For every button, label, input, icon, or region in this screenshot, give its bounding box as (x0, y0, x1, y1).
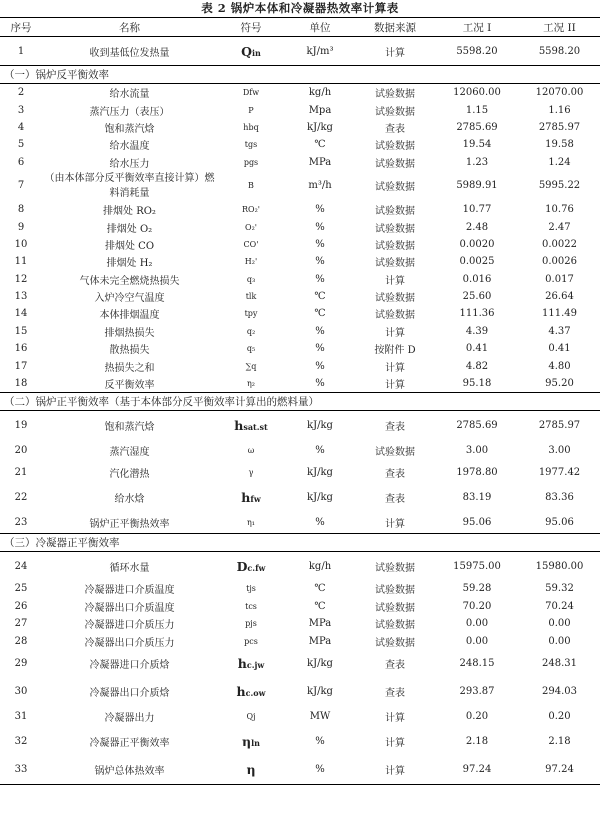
row-symbol: tjs (246, 584, 256, 594)
row-no: 11 (14, 256, 28, 268)
row-case1: 12060.00 (453, 87, 501, 99)
row-case1: 95.18 (462, 378, 492, 390)
row-name: 反平衡效率 (104, 380, 155, 392)
table-row (0, 552, 600, 581)
row-unit: % (315, 238, 325, 250)
row-case1: 5598.20 (456, 45, 498, 57)
section-title: （三）冷凝器正平衡效率 (0, 534, 600, 552)
header-unit: 单位 (285, 18, 355, 37)
row-source: 查表 (385, 421, 405, 433)
row-case2: 0.0022 (542, 238, 577, 250)
row-no: 17 (14, 360, 28, 372)
row-case1: 1.15 (465, 104, 489, 116)
row-case2: 83.36 (545, 491, 574, 503)
row-case1: 2.18 (465, 736, 489, 748)
row-case2: 0.41 (548, 343, 571, 355)
table-row (0, 461, 600, 483)
row-name: 排烟处 CO (104, 240, 155, 252)
row-case2: 2785.97 (538, 121, 581, 133)
row-case1: 97.24 (435, 756, 519, 785)
table-row (0, 678, 600, 706)
table-row (0, 598, 600, 615)
row-unit: ℃ (314, 583, 326, 595)
table-title: 表 2 锅炉本体和冷凝器热效率计算表 (201, 1, 399, 15)
table-row (0, 323, 600, 340)
row-case1: 4.39 (465, 325, 489, 337)
table-row (0, 84, 600, 102)
table-row (0, 37, 600, 66)
row-case2: 5598.20 (538, 45, 581, 57)
row-case1: 1978.80 (456, 466, 498, 478)
row-case2: 12070.00 (535, 87, 584, 99)
row-unit: % (315, 360, 325, 372)
row-source: 试验数据 (375, 89, 415, 101)
row-symbol: hsat.st (234, 417, 268, 433)
row-case1: 111.36 (459, 308, 495, 320)
row-case2: 0.00 (548, 635, 571, 647)
row-source: 按附件 D (374, 345, 416, 357)
row-case2: 5995.22 (538, 180, 581, 192)
row-case2: 95.06 (545, 516, 574, 528)
row-name: 排烟热损失 (104, 327, 155, 339)
efficiency-table (0, 17, 600, 785)
row-source: 试验数据 (375, 446, 415, 458)
row-source: 计算 (385, 713, 405, 725)
row-no: 23 (14, 516, 28, 528)
row-source: 试验数据 (375, 637, 415, 649)
row-no: 21 (14, 466, 28, 478)
row-unit: % (315, 273, 325, 285)
row-case2: 4.37 (548, 325, 571, 337)
row-case1: 70.20 (462, 600, 492, 612)
row-case2: 2785.97 (538, 419, 581, 431)
row-no: 10 (14, 238, 28, 250)
row-case2: 15980.00 (535, 560, 584, 572)
row-source: 试验数据 (375, 585, 415, 597)
row-case1: 0.0020 (459, 238, 495, 250)
row-no: 26 (14, 600, 28, 612)
row-source: 计算 (385, 327, 405, 339)
row-symbol: q₅ (246, 344, 256, 354)
row-unit: % (315, 221, 325, 233)
table-row (0, 201, 600, 218)
row-name: 排烟处 O₂ (106, 223, 153, 235)
row-no: 3 (17, 104, 25, 116)
row-symbol: CO' (243, 239, 259, 249)
header-name: 名称 (42, 18, 217, 37)
row-symbol: hc.jw (237, 656, 265, 672)
row-case1: 3.00 (465, 444, 489, 456)
row-case2: 111.49 (542, 308, 577, 320)
row-unit: kg/h (308, 560, 332, 572)
table-row (0, 439, 600, 461)
row-case1: 0.0025 (459, 256, 495, 268)
table-row (0, 305, 600, 322)
row-case2: 10.76 (545, 204, 574, 216)
row-symbol: Dfw (242, 88, 260, 98)
row-symbol: pgs (243, 157, 259, 167)
row-symbol: tlk (245, 292, 257, 302)
row-source: 试验数据 (375, 106, 415, 118)
row-name: 冷凝器进口介质温度 (84, 585, 175, 597)
row-case2: 248.31 (542, 658, 577, 670)
row-unit: MPa (308, 635, 332, 647)
row-case2: 95.20 (545, 378, 574, 390)
row-source: 试验数据 (375, 562, 415, 574)
table-row (0, 650, 600, 678)
row-symbol: η₁ (247, 517, 255, 527)
row-case2: 0.20 (548, 711, 571, 723)
row-case2: 59.32 (545, 583, 574, 595)
row-source: 试验数据 (375, 293, 415, 305)
table-row (0, 511, 600, 534)
row-name: 收到基低位发热量 (89, 47, 170, 59)
table-row (0, 580, 600, 597)
row-name: 本体排烟温度 (99, 310, 160, 322)
row-case2: 2.18 (548, 736, 571, 748)
row-name: 锅炉正平衡热效率 (89, 518, 170, 530)
row-no: 32 (14, 736, 28, 748)
row-no: 27 (14, 618, 28, 630)
row-case2: 0.017 (545, 273, 574, 285)
table-row (0, 756, 600, 785)
table-row (0, 632, 600, 649)
row-case1: 5989.91 (456, 180, 498, 192)
row-no: 4 (17, 121, 25, 133)
row-no: 14 (14, 308, 28, 320)
row-symbol: tcs (245, 601, 257, 611)
section-header (0, 66, 600, 84)
row-case2: 294.03 (542, 686, 577, 698)
row-source: 查表 (385, 660, 405, 672)
row-symbol: η₂ (247, 379, 255, 389)
row-case2: 0.00 (548, 618, 571, 630)
section-header (0, 534, 600, 552)
row-unit: % (315, 378, 325, 390)
row-no: 30 (14, 686, 28, 698)
row-name: 热损失之和 (104, 362, 155, 374)
row-symbol: hbq (243, 122, 259, 132)
row-name: 蒸汽湿度 (109, 446, 150, 458)
table-row (0, 340, 600, 357)
section-header (0, 393, 600, 411)
row-name: 入炉冷空气温度 (94, 293, 165, 305)
header-row (0, 18, 600, 37)
row-case1: 0.41 (465, 343, 489, 355)
row-name: 蒸汽压力（表压） (89, 106, 170, 118)
row-name: 给水压力 (109, 158, 150, 170)
row-name: 排烟处 RO₂ (103, 206, 156, 218)
row-case2: 2.47 (548, 221, 571, 233)
table-row (0, 706, 600, 728)
row-case1: 25.60 (462, 291, 492, 303)
row-symbol: Qj (246, 712, 256, 722)
row-source: 查表 (385, 688, 405, 700)
row-no: 24 (14, 560, 28, 572)
row-unit: Mpa (308, 104, 332, 116)
table-row (0, 288, 600, 305)
table-row (0, 271, 600, 288)
row-case2: 26.64 (545, 291, 574, 303)
row-unit: kJ/kg (307, 466, 333, 478)
row-name: 冷凝器出口介质焓 (89, 688, 170, 700)
row-unit: % (315, 204, 325, 216)
row-symbol: tpy (244, 309, 258, 319)
row-name: 冷凝器出口介质压力 (84, 637, 175, 649)
row-source: 查表 (385, 493, 405, 505)
row-source: 试验数据 (375, 240, 415, 252)
row-no: 25 (14, 583, 28, 595)
table-row (0, 375, 600, 393)
row-symbol: ηln (242, 734, 260, 750)
row-no: 31 (14, 711, 28, 723)
table-row (0, 236, 600, 253)
row-source: 查表 (385, 123, 405, 135)
row-name: 给水流量 (109, 89, 150, 101)
row-unit: % (315, 736, 325, 748)
row-no: 13 (14, 291, 28, 303)
row-name: 冷凝器出力 (104, 713, 155, 725)
row-source: 试验数据 (375, 602, 415, 614)
row-unit: kg/h (308, 87, 332, 99)
row-no: 15 (14, 325, 28, 337)
row-name: 汽化潜热 (109, 468, 150, 480)
row-no: 9 (17, 221, 25, 233)
row-source: 查表 (385, 468, 405, 480)
row-name: 给水温度 (109, 141, 150, 153)
row-no: 19 (14, 419, 28, 431)
row-case1: 4.82 (465, 360, 489, 372)
table-row (0, 119, 600, 136)
row-no: 1 (17, 45, 25, 57)
row-unit: MPa (308, 156, 332, 168)
row-unit: kJ/kg (307, 419, 333, 431)
row-case2: 1.24 (548, 156, 571, 168)
row-symbol: RO₂' (242, 205, 260, 215)
row-name: 锅炉总体热效率 (42, 756, 217, 785)
row-unit: kJ/m³ (306, 45, 334, 57)
row-unit: MW (309, 711, 331, 723)
row-name: 冷凝器进口介质焓 (89, 660, 170, 672)
row-case2: 19.58 (545, 139, 574, 151)
header-case1: 工况 I (435, 18, 519, 37)
row-unit: ℃ (314, 600, 326, 612)
row-case2: 70.24 (545, 600, 574, 612)
row-case1: 59.28 (462, 583, 492, 595)
row-source: 计算 (385, 275, 405, 287)
row-symbol: B (248, 181, 254, 191)
row-name: 气体未完全燃烧热损失 (79, 275, 180, 287)
row-case1: 293.87 (459, 686, 495, 698)
row-case1: 248.15 (459, 658, 495, 670)
row-no: 33 (0, 756, 42, 785)
section-title: （二）锅炉正平衡效率（基于本体部分反平衡效率计算出的燃料量） (0, 393, 600, 411)
row-no: 7 (17, 180, 25, 192)
row-source: 试验数据 (375, 310, 415, 322)
row-no: 29 (14, 658, 28, 670)
row-case1: 2785.69 (456, 121, 498, 133)
row-name: 冷凝器出口介质温度 (84, 602, 175, 614)
table-row (0, 728, 600, 756)
table-row (0, 253, 600, 270)
row-unit: kJ/kg (307, 686, 333, 698)
table-row (0, 357, 600, 374)
row-case1: 1.23 (465, 156, 489, 168)
table-row (0, 218, 600, 235)
row-symbol: pcs (244, 636, 258, 646)
row-no: 22 (14, 491, 28, 503)
row-name: 饱和蒸汽焓 (104, 123, 155, 135)
row-case1: 83.19 (462, 491, 492, 503)
row-unit: ℃ (314, 308, 326, 320)
row-symbol: q₃ (246, 274, 256, 284)
row-source: 试验数据 (375, 620, 415, 632)
row-case2: 1977.42 (538, 466, 581, 478)
row-no: 8 (17, 204, 25, 216)
row-source: 试验数据 (375, 223, 415, 235)
row-no: 16 (14, 343, 28, 355)
row-name: 排烟处 H₂ (106, 258, 153, 270)
row-no: 20 (14, 444, 28, 456)
row-case1: 19.54 (462, 139, 492, 151)
row-case2: 97.24 (519, 756, 600, 785)
row-symbol: tgs (244, 140, 258, 150)
row-unit: kJ/kg (307, 658, 333, 670)
row-case1: 0.00 (465, 618, 489, 630)
row-unit: % (315, 516, 325, 528)
row-source: 试验数据 (375, 206, 415, 218)
row-case2: 1.16 (548, 104, 571, 116)
row-symbol: γ (248, 467, 254, 477)
row-unit: kJ/kg (307, 491, 333, 503)
row-unit: % (315, 256, 325, 268)
header-source: 数据来源 (355, 18, 435, 37)
row-source: 计算 (385, 518, 405, 530)
row-source: 试验数据 (375, 258, 415, 270)
row-no: 18 (14, 378, 28, 390)
row-name: 循环水量 (109, 562, 150, 574)
row-case1: 15975.00 (453, 560, 501, 572)
row-symbol: hfw (241, 489, 261, 505)
row-name: 饱和蒸汽焓 (104, 421, 155, 433)
row-case1: 0.016 (462, 273, 492, 285)
row-case1: 95.06 (462, 516, 492, 528)
row-name: （由本体部分反平衡效率直接计算）燃料消耗量 (44, 172, 215, 199)
table-row (0, 101, 600, 118)
row-name: 冷凝器进口介质压力 (84, 620, 175, 632)
row-no: 12 (14, 273, 28, 285)
row-symbol: ω (247, 445, 255, 455)
row-symbol: P (248, 105, 254, 115)
row-case1: 2785.69 (456, 419, 498, 431)
row-unit: m³/h (308, 180, 332, 192)
row-case1: 10.77 (462, 204, 492, 216)
row-symbol: O₂' (245, 222, 257, 232)
row-unit: % (315, 325, 325, 337)
row-symbol: pjs (245, 619, 257, 629)
row-name: 给水焓 (114, 493, 145, 505)
row-source: 计算 (385, 738, 405, 750)
row-case2: 4.80 (548, 360, 571, 372)
row-unit: % (315, 343, 325, 355)
row-source: 试验数据 (375, 182, 415, 194)
row-source: 计算 (385, 362, 405, 374)
row-symbol: ∑q (245, 361, 257, 371)
table-row (0, 171, 600, 201)
row-no: 28 (14, 635, 28, 647)
row-no: 2 (17, 87, 25, 99)
row-symbol: Dc.fw (236, 558, 266, 574)
row-source: 试验数据 (375, 158, 415, 170)
row-unit: % (285, 756, 355, 785)
row-symbol: H₂' (244, 257, 258, 267)
section-title: （一）锅炉反平衡效率 (0, 66, 600, 84)
table-row (0, 615, 600, 632)
row-no: 5 (17, 139, 25, 151)
row-case1: 0.00 (465, 635, 489, 647)
row-symbol: η (217, 756, 285, 785)
row-name: 散热损失 (109, 345, 150, 357)
row-source: 计算 (385, 380, 405, 392)
row-symbol: Qin (241, 43, 261, 59)
row-source: 计算 (385, 47, 405, 59)
row-name: 冷凝器正平衡效率 (89, 738, 170, 750)
table-row (0, 154, 600, 171)
table-row (0, 136, 600, 153)
row-symbol: hc.ow (236, 684, 266, 700)
row-case2: 0.0026 (542, 256, 577, 268)
row-case1: 0.20 (465, 711, 489, 723)
header-no: 序号 (0, 18, 42, 37)
row-unit: MPa (308, 618, 332, 630)
table-row (0, 483, 600, 511)
row-case1: 2.48 (465, 221, 489, 233)
header-case2: 工况 II (519, 18, 600, 37)
row-unit: % (315, 444, 325, 456)
row-source: 试验数据 (375, 141, 415, 153)
row-case2: 3.00 (548, 444, 571, 456)
row-no: 6 (17, 156, 25, 168)
row-unit: ℃ (314, 139, 326, 151)
table-row (0, 411, 600, 440)
header-symbol: 符号 (217, 18, 285, 37)
row-symbol: q₂ (246, 326, 256, 336)
row-unit: ℃ (314, 291, 326, 303)
row-source: 计算 (355, 756, 435, 785)
row-unit: kJ/kg (307, 121, 333, 133)
